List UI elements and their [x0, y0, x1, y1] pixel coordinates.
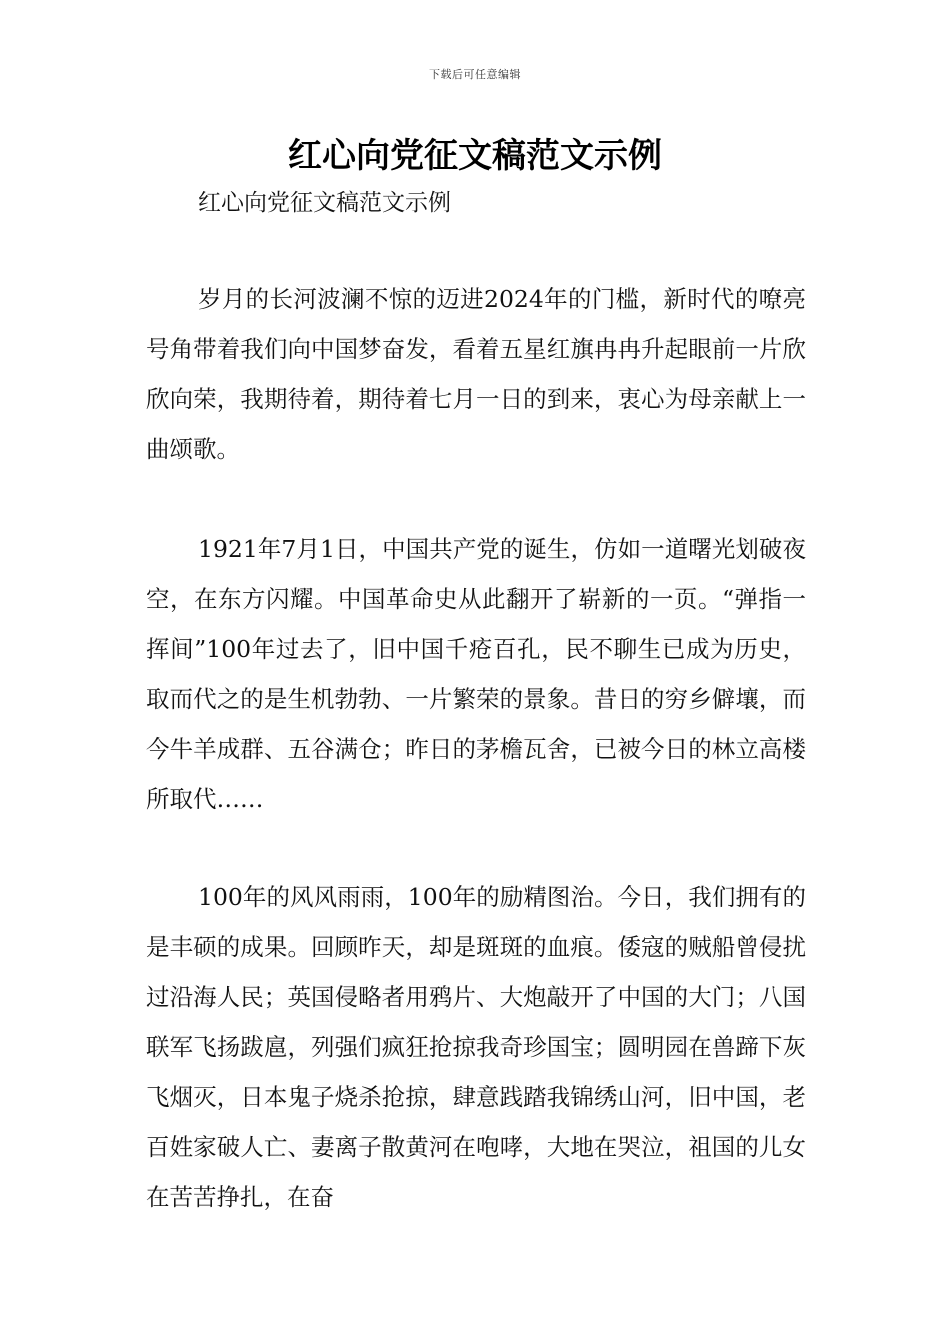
- body-paragraph-3: 100年的风风雨雨，100年的励精图治。今日，我们拥有的是丰硕的成果。回顾昨天，却是斑斑的血痕。倭寇的贼船曾侵扰过沿海人民；英国侵略者用鸦片、大炮敲开了中国的大门；八国联军飞扬跋扈，列强们疯狂抢掠我奇珍国宝；圆明园在兽蹄下灰飞烟灭，日本鬼子烧杀抢掠，肆意践踏我锦绣山河，旧中国，老百姓家破人亡、妻离子散黄河在咆哮，大地在哭泣，祖国的儿女在苦苦挣扎，在奋: [146, 883, 806, 1211]
- document-subtitle: 红心向党征文稿范文示例: [198, 190, 451, 216]
- body-paragraph-1: 岁月的长河波澜不惊的迈进2024年的门槛，新时代的嘹亮号角带着我们向中国梦奋发，看着五星红旗冉冉升起眼前一片欣欣向荣，我期待着，期待着七月一日的到来，衷心为母亲献上一曲颂歌。: [146, 285, 806, 463]
- header-note: 下载后可任意编辑: [429, 68, 521, 81]
- body-paragraph-2: 1921年7月1日，中国共产党的诞生，仿如一道曙光划破夜空，在东方闪耀。中国革命史从此翻开了崭新的一页。“弹指一挥间”100年过去了，旧中国千疮百孔，民不聊生已成为历史，取而代之的是生机勃勃、一片繁荣的景象。昔日的穷乡僻壤，而今牛羊成群、五谷满仓；昨日的茅檐瓦舍，已被今日的林立高楼所取代……: [146, 535, 806, 813]
- document-title: 红心向党征文稿范文示例: [288, 136, 662, 176]
